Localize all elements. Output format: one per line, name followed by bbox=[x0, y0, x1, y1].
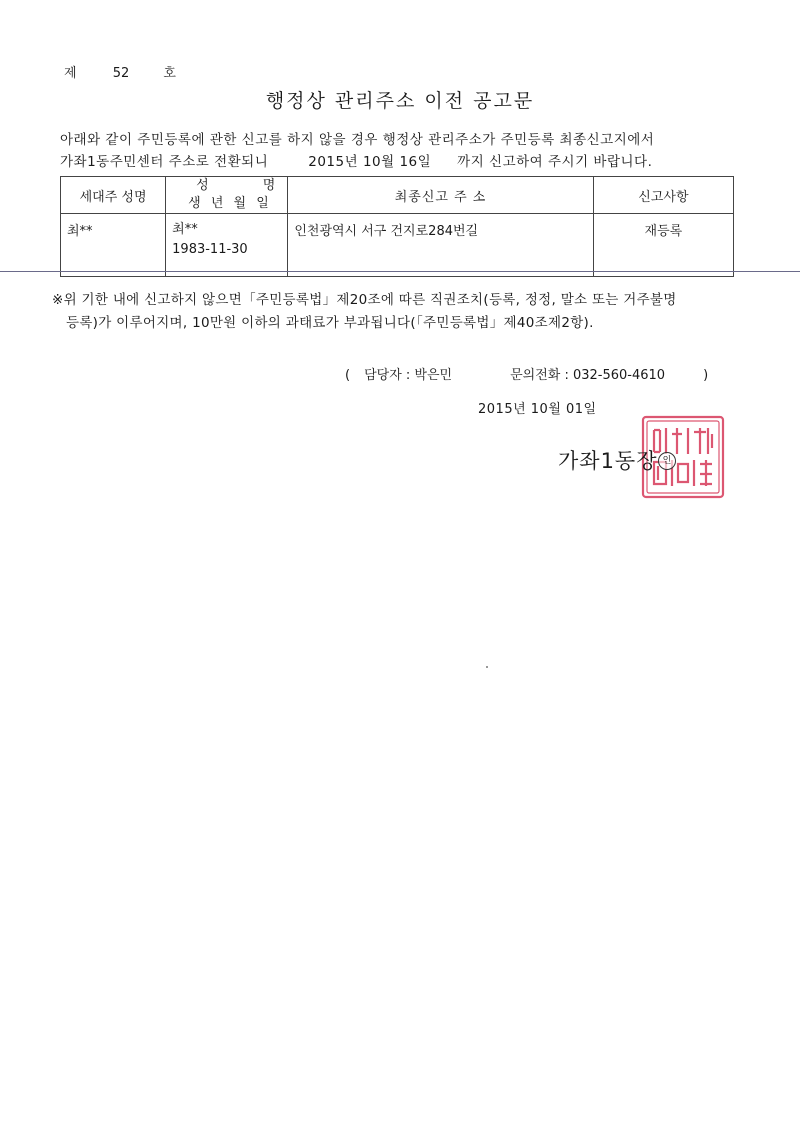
cell-report-type: 재등록 bbox=[593, 214, 733, 277]
intro-line-2-start: 가좌1동주민센터 주소로 전환되니 bbox=[60, 154, 269, 170]
doc-number-value: 52 bbox=[112, 66, 130, 81]
header-address: 최종신고 주 소 bbox=[288, 177, 593, 214]
header-report-type: 신고사항 bbox=[593, 177, 733, 214]
notice-line-1: ※위 기한 내에 신고하지 않으면「주민등록법」제20조에 따른 직권조치(등록, 정정, 말소 또는 거주불명 bbox=[52, 292, 677, 308]
header-name-b: 명 bbox=[262, 178, 276, 193]
deadline-date: 2015년 10월 16일 bbox=[308, 154, 432, 170]
phone-label: 문의전화 : bbox=[510, 368, 569, 383]
header-birth: 생 년 월 일 bbox=[188, 196, 272, 211]
divider bbox=[0, 271, 800, 272]
seal-mark: 인 bbox=[658, 452, 676, 470]
manager-name: 박은민 bbox=[414, 368, 453, 383]
phone-number: 032-560-4610 bbox=[572, 368, 666, 383]
header-name-birth bbox=[166, 177, 288, 214]
contact-info bbox=[345, 364, 708, 383]
intro-line-2 bbox=[60, 150, 652, 170]
cell-name: 최** bbox=[172, 222, 198, 237]
scan-speck bbox=[486, 666, 488, 668]
header-name-a: 성 bbox=[196, 178, 209, 193]
table-header-row bbox=[61, 177, 734, 214]
header-household-head: 세대주 성명 bbox=[61, 177, 166, 214]
contact-close-paren: ) bbox=[703, 368, 709, 383]
notice-table bbox=[60, 176, 734, 277]
cell-name-birth bbox=[166, 214, 288, 277]
cell-birth: 1983-11-30 bbox=[172, 242, 248, 257]
doc-number-prefix: 제 bbox=[64, 66, 77, 81]
issue-date: 2015년 10월 01일 bbox=[478, 402, 597, 417]
document-number bbox=[64, 62, 176, 81]
doc-number-suffix: 호 bbox=[163, 66, 176, 81]
page-title: 행정상 관리주소 이전 공고문 bbox=[265, 90, 535, 112]
table-row bbox=[61, 214, 734, 277]
notice-line-2: 등록)가 이루어지며, 10만원 이하의 과태료가 부과됩니다(「주민등록법」제40조제2항). bbox=[66, 315, 594, 331]
cell-household-head: 최** bbox=[61, 214, 166, 277]
signer-title: 가좌1동장 bbox=[558, 449, 658, 473]
intro-line-1: 아래와 같이 주민등록에 관한 신고를 하지 않을 경우 행정상 관리주소가 주민등록 최종신고지에서 bbox=[60, 132, 655, 148]
cell-address: 인천광역시 서구 건지로284번길 bbox=[288, 214, 593, 277]
manager-label: 담당자 : bbox=[364, 368, 411, 383]
contact-open-paren: ( bbox=[345, 368, 351, 383]
intro-line-2-end: 까지 신고하여 주시기 바랍니다. bbox=[457, 154, 653, 170]
